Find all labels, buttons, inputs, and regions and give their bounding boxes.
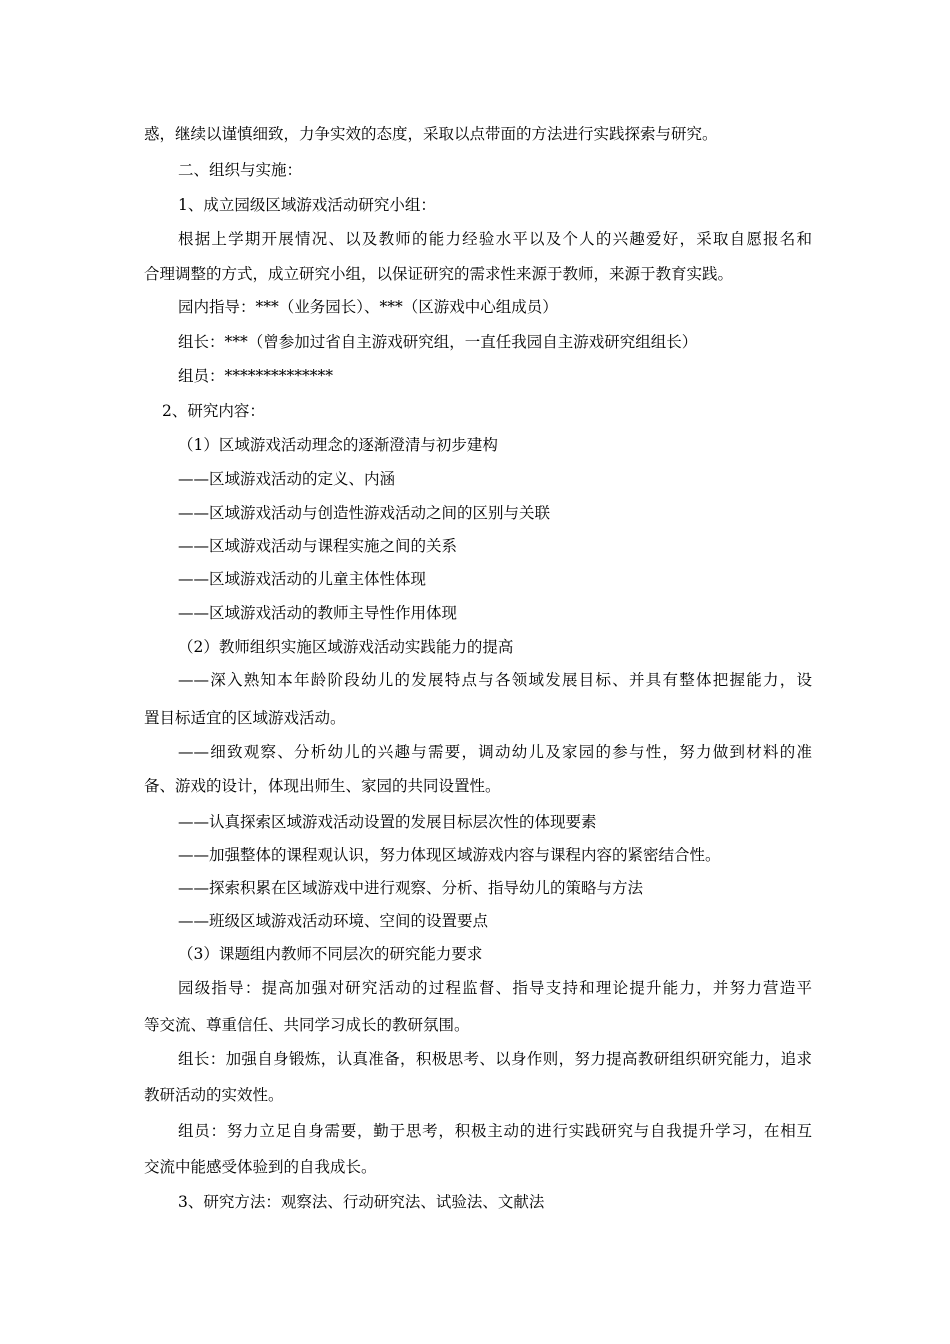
guidance-line: 园内指导：***（业务园长）、***（区游戏中心组成员） [178, 298, 558, 316]
members-line: 组员：************** [178, 367, 334, 385]
requirement-members: 组员：努力立足自身需要，勤于思考，积极主动的进行实践研究与自我提升学习，在相互 [178, 1122, 812, 1140]
content-dash-item: ——区域游戏活动的教师主导性作用体现 [178, 604, 458, 622]
content-item-1: （1）区域游戏活动理念的逐渐澄清与初步建构 [178, 436, 498, 454]
section-heading-organization: 二、组织与实施： [178, 161, 303, 179]
paragraph-line-4: 根据上学期开展情况、以及教师的能力经验水平以及个人的兴趣爱好，采取自愿报名和 [178, 230, 812, 248]
content-item-2: （2）教师组织实施区域游戏活动实践能力的提高 [178, 638, 514, 656]
content-dash-item: ——认真探索区域游戏活动设置的发展目标层次性的体现要素 [178, 813, 597, 831]
subheading-research-content: 2、研究内容： [162, 402, 265, 420]
subheading-research-group: 1、成立园级区域游戏活动研究小组： [178, 196, 436, 214]
content-dash-item: ——区域游戏活动与创造性游戏活动之间的区别与关联 [178, 504, 551, 522]
content-item-3: （3）课题组内教师不同层次的研究能力要求 [178, 945, 483, 963]
paragraph-line-5: 合理调整的方式，成立研究小组，以保证研究的需求性来源于教师，来源于教育实践。 [144, 265, 734, 283]
requirement-leader: 组长：加强自身锻炼，认真准备，积极思考、以身作则，努力提高教研组织研究能力，追求 [178, 1050, 812, 1068]
leader-line: 组长：***（曾参加过省自主游戏研究组，一直任我园自主游戏研究组组长） [178, 333, 698, 351]
requirement-leader-continued: 教研活动的实效性。 [144, 1086, 284, 1104]
content-dash-item-continued: 置目标适宜的区域游戏活动。 [144, 709, 346, 727]
requirement-members-continued: 交流中能感受体验到的自我成长。 [144, 1158, 377, 1176]
content-dash-item: ——加强整体的课程观认识，努力体现区域游戏内容与课程内容的紧密结合性。 [178, 846, 721, 864]
content-dash-item-continued: 备、游戏的设计，体现出师生、家园的共同设置性。 [144, 777, 501, 795]
requirement-guidance: 园级指导：提高加强对研究活动的过程监督、指导支持和理论提升能力，并努力营造平 [178, 979, 812, 997]
content-dash-item: ——区域游戏活动的定义、内涵 [178, 470, 396, 488]
content-dash-item: ——细致观察、分析幼儿的兴趣与需要，调动幼儿及家园的参与性，努力做到材料的准 [178, 743, 812, 761]
subheading-research-methods: 3、研究方法：观察法、行动研究法、试验法、文献法 [178, 1193, 545, 1211]
paragraph-line-1: 惑，继续以谨慎细致，力争实效的态度，采取以点带面的方法进行实践探索与研究。 [144, 125, 718, 143]
content-dash-item: ——深入熟知本年龄阶段幼儿的发展特点与各领域发展目标、并具有整体把握能力，设 [178, 671, 812, 689]
requirement-guidance-continued: 等交流、尊重信任、共同学习成长的教研氛围。 [144, 1016, 470, 1034]
content-dash-item: ——区域游戏活动的儿童主体性体现 [178, 570, 427, 588]
content-dash-item: ——班级区域游戏活动环境、空间的设置要点 [178, 912, 489, 930]
content-dash-item: ——区域游戏活动与课程实施之间的关系 [178, 537, 458, 555]
content-dash-item: ——探索积累在区域游戏中进行观察、分析、指导幼儿的策略与方法 [178, 879, 644, 897]
